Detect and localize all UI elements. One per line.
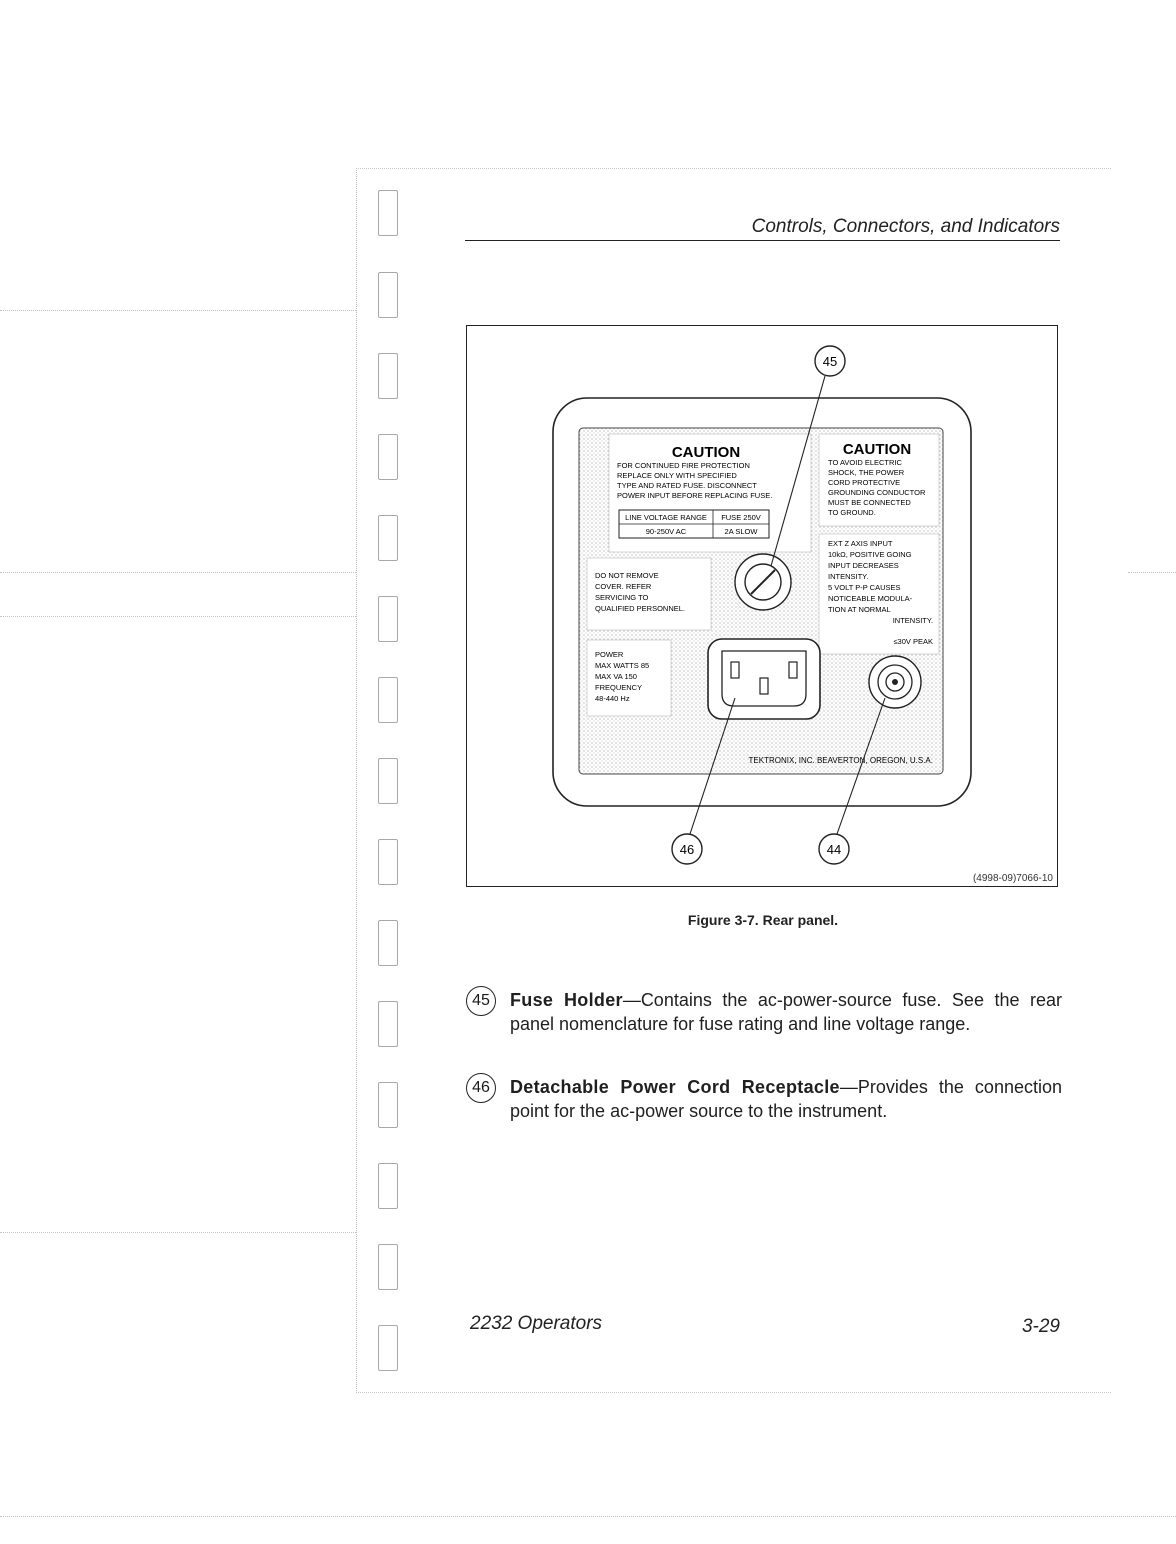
binder-hole — [378, 839, 398, 885]
figure-caption: Figure 3-7. Rear panel. — [687, 912, 839, 928]
item-term: Fuse Holder — [510, 990, 623, 1010]
caution-left-title: CAUTION — [671, 444, 741, 461]
item-power-cord-receptacle — [510, 1075, 1062, 1123]
binder-hole — [378, 1244, 398, 1290]
binder-hole — [378, 190, 398, 236]
ext-z-axis-line: INTENSITY. — [828, 572, 869, 581]
binder-hole — [378, 596, 398, 642]
ext-z-axis-line: TION AT NORMAL — [828, 605, 891, 614]
binder-hole — [378, 920, 398, 966]
item-description: Provides the connection point for the ac-power source to the instrument. — [510, 1077, 1062, 1121]
footer-page-number: 3-29 — [1021, 1316, 1060, 1337]
binder-hole — [378, 758, 398, 804]
ext-z-axis-line: INTENSITY. — [892, 616, 933, 625]
page-bottom-edge — [356, 1392, 1111, 1393]
rear-panel-illustration — [467, 326, 1057, 886]
scan-artifact-line — [0, 1516, 1176, 1517]
item-term: Detachable Power Cord Receptacle — [510, 1077, 840, 1097]
caution-right-line: GROUNDING CONDUCTOR — [828, 488, 926, 497]
ext-z-axis-peak: ≤30V PEAK — [893, 637, 933, 646]
footer-manual-title: 2232 Operators — [470, 1313, 603, 1334]
figure-part-number: (4998-09)7066-10 — [972, 873, 1053, 884]
power-line: POWER — [595, 650, 624, 659]
binder-hole — [378, 515, 398, 561]
item-dash: — — [622, 990, 641, 1010]
ext-z-axis-line: NOTICEABLE MODULA- — [828, 594, 913, 603]
caution-right-line: MUST BE CONNECTED — [828, 498, 911, 507]
scan-artifact-line — [0, 616, 356, 617]
callout-45-label: 45 — [822, 354, 838, 369]
power-line: MAX WATTS 85 — [595, 661, 650, 670]
item-callout-45: 45 — [466, 986, 496, 1016]
fuse-table-value-right: 2A SLOW — [724, 527, 758, 536]
item-dash: — — [839, 1077, 858, 1097]
binder-hole — [378, 1001, 398, 1047]
callout-46-label: 46 — [679, 842, 695, 857]
maker-label: TEKTRONIX, INC. BEAVERTON, OREGON, U.S.A. — [748, 756, 933, 765]
running-header: Controls, Connectors, and Indicators — [751, 216, 1060, 237]
ext-z-axis-line: 5 VOLT P-P CAUSES — [828, 583, 901, 592]
power-line: 48-440 Hz — [595, 694, 630, 703]
fuse-table-value-left: 90-250V AC — [645, 527, 687, 536]
item-description: Contains the ac-power-source fuse. See the rear panel nomenclature for fuse rating and line voltage range. — [510, 990, 1062, 1034]
do-not-remove-line: QUALIFIED PERSONNEL. — [595, 604, 686, 613]
do-not-remove-line: DO NOT REMOVE — [595, 571, 659, 580]
caution-right-line: TO GROUND. — [828, 508, 876, 517]
fuse-table-header-left: LINE VOLTAGE RANGE — [625, 513, 707, 522]
caution-left-line: FOR CONTINUED FIRE PROTECTION — [617, 461, 750, 470]
scan-artifact-line — [0, 310, 356, 311]
binder-hole — [378, 677, 398, 723]
caution-right-line: SHOCK, THE POWER — [828, 468, 905, 477]
binder-hole — [378, 353, 398, 399]
callout-44-label: 44 — [826, 842, 842, 857]
binder-hole — [378, 1082, 398, 1128]
item-fuse-holder — [510, 988, 1062, 1036]
scan-artifact-line — [1128, 572, 1176, 573]
ext-z-axis-line: 10kΩ, POSITIVE GOING — [828, 550, 912, 559]
caution-left-line: REPLACE ONLY WITH SPECIFIED — [617, 471, 737, 480]
binder-edge — [356, 168, 357, 1393]
fuse-table-header-right: FUSE 250V — [721, 513, 761, 522]
ext-z-axis-line: INPUT DECREASES — [828, 561, 899, 570]
do-not-remove-line: COVER. REFER — [595, 582, 652, 591]
caution-left-line: POWER INPUT BEFORE REPLACING FUSE. — [617, 491, 773, 500]
scan-artifact-line — [0, 1232, 356, 1233]
header-rule — [465, 240, 1060, 241]
binder-hole — [378, 272, 398, 318]
caution-right-title: CAUTION — [842, 441, 912, 458]
ext-z-axis-line: EXT Z AXIS INPUT — [828, 539, 893, 548]
figure-frame — [466, 325, 1058, 887]
power-line: FREQUENCY — [595, 683, 643, 692]
item-callout-46: 46 — [466, 1073, 496, 1103]
caution-left-line: TYPE AND RATED FUSE. DISCONNECT — [617, 481, 757, 490]
do-not-remove-line: SERVICING TO — [595, 593, 649, 602]
binder-hole — [378, 1163, 398, 1209]
caution-right-line: CORD PROTECTIVE — [828, 478, 901, 487]
binder-hole — [378, 1325, 398, 1371]
page-top-edge — [356, 168, 1111, 169]
caution-right-line: TO AVOID ELECTRIC — [828, 458, 902, 467]
scan-artifact-line — [0, 572, 356, 573]
power-line: MAX VA 150 — [595, 672, 637, 681]
binder-hole — [378, 434, 398, 480]
